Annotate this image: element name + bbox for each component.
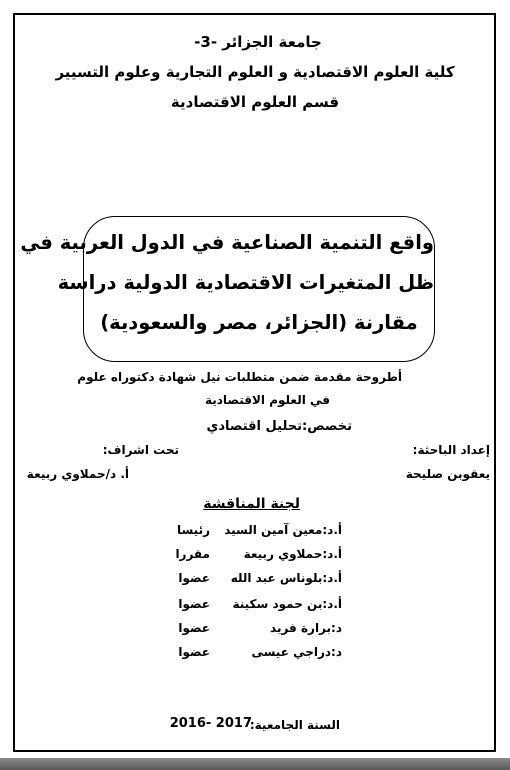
researcher-label: إعداد الباحثة: xyxy=(412,443,490,457)
committee-member-role: عضوا xyxy=(178,645,210,659)
thesis-title-line-1: واقع التنمية الصناعية في الدول العربية في xyxy=(20,231,434,254)
thesis-field: في العلوم الاقتصادية xyxy=(204,393,330,407)
committee-member-name: د:دراجي عيسى xyxy=(251,645,342,659)
thesis-description: أطروحة مقدمة ضمن متطلبات نيل شهادة دكتوراه علوم xyxy=(77,370,402,384)
supervisor-name: أ. د/حملاوي ربيعة xyxy=(26,467,129,481)
thesis-title-line-2: ظل المتغيرات الاقتصادية الدولية دراسة xyxy=(57,271,434,294)
committee-member-role: عضوا xyxy=(178,571,210,585)
committee-member-role: مقررا xyxy=(175,547,210,561)
thesis-title-line-3: مقارنة (الجزائر، مصر والسعودية) xyxy=(100,311,418,334)
committee-member-role: عضوا xyxy=(178,597,210,611)
committee-member-name: أ.د:بلوناس عبد الله xyxy=(230,571,342,585)
university-name: جامعة الجزائر -3- xyxy=(194,33,322,51)
academic-year-value: 2016- 2017 xyxy=(169,716,252,731)
committee-member-name: د:برارة فريد xyxy=(270,621,342,635)
department-name: قسم العلوم الاقتصادية xyxy=(170,93,340,111)
researcher-name: يعقوبن صليحة xyxy=(405,467,490,481)
page-edge-shadow xyxy=(0,758,510,770)
committee-member-role: رئيسا xyxy=(176,523,210,537)
committee-member-role: عضوا xyxy=(178,621,210,635)
thesis-specialty: تخصص:تحليل اقتصادي xyxy=(206,419,352,434)
academic-year-label: السنة الجامعية: xyxy=(249,718,340,732)
supervisor-label: تحت اشراف: xyxy=(102,443,179,457)
committee-member-name: أ.د:بن حمود سكينة xyxy=(232,597,342,611)
committee-member-name: أ.د:حملاوي ربيعة xyxy=(243,547,342,561)
thesis-title-box xyxy=(20,216,435,362)
committee-heading: لجنة المناقشة xyxy=(203,496,300,512)
faculty-name: كلية العلوم الاقتصادية و العلوم التجارية وعلوم التسيير xyxy=(55,63,455,81)
committee-member-name: أ.د:معين آمين السيد xyxy=(224,523,342,537)
